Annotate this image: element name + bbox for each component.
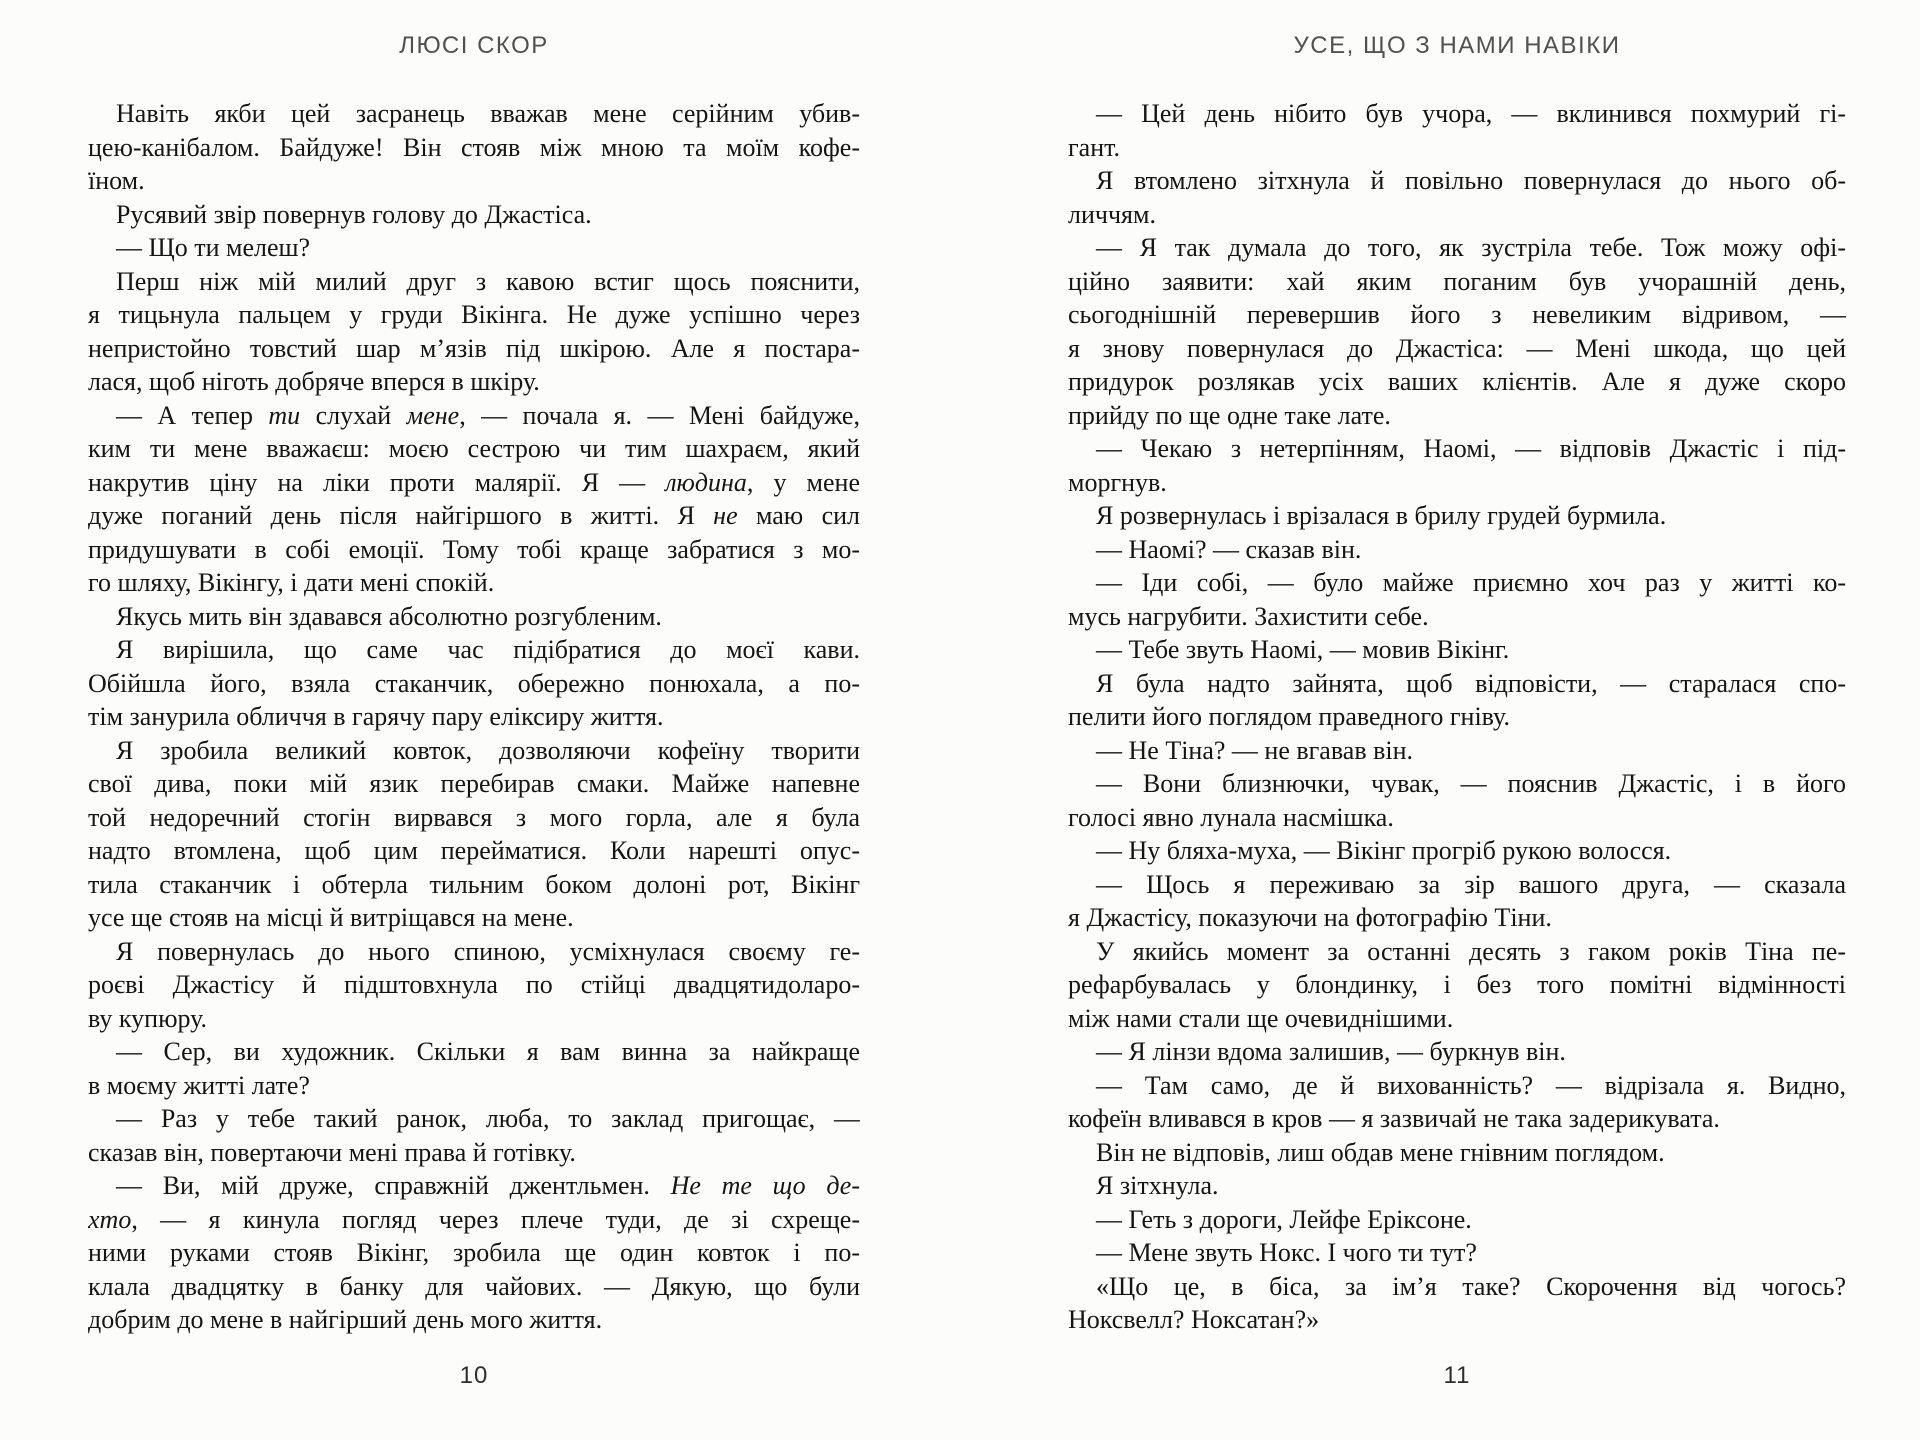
text-line: хто, — я кинула погляд через плече туди, де зі схреще- [88, 1204, 860, 1234]
text-line: — Я лінзи вдома залишив, — буркнув він. [1096, 1037, 1566, 1066]
text-line: гант. [1068, 132, 1121, 162]
text-line: ву купюру. [88, 1003, 208, 1033]
text-line: клала двадцятку в банку для чайових. — Дякую, що були [88, 1271, 860, 1301]
text-line: — Раз у тебе такий ранок, люба, то заклад пригощає, — [116, 1104, 860, 1133]
text-line: — Ви, мій друже, справжній джентльмен. Не те що де- [116, 1171, 860, 1200]
text-line: — Наомі? — сказав він. [1096, 534, 1362, 564]
text-line: цею-канібалом. Байдуже! Він стояв між мною та моїм кофе- [88, 132, 860, 162]
right-page-number: 11 [1443, 1362, 1471, 1389]
text-line: кофеїн вливався в кров — я зазвичай не така задерикувата. [1068, 1104, 1720, 1133]
text-line: між нами стали ще очевиднішими. [1068, 1003, 1454, 1033]
text-line: сказав він, повертаючи мені права й готівку. [88, 1137, 576, 1167]
right-running-header: УСЕ, ЩО З НАМИ НАВІКИ [1293, 32, 1621, 59]
text-line: надто втомлена, щоб цим перейматися. Коли нарешті опус- [88, 836, 860, 865]
text-line: Перш ніж мій милий друг з кавою встиг щось пояснити, [116, 266, 860, 296]
text-line: прийду по ще одне таке лате. [1068, 400, 1391, 430]
text-line: тім занурила обличчя в гарячу пару еліксиру життя. [88, 702, 664, 731]
text-line: придурок розлякав усіх ваших клієнтів. Але я дуже скоро [1068, 367, 1846, 396]
text-line: накрутив ціну на ліки проти малярії. Я — людина, у мене [88, 467, 860, 497]
text-line: — Чекаю з нетерпінням, Наомі, — відповів Джастіс і під- [1096, 434, 1846, 463]
text-line: Якусь мить він здавався абсолютно розгубленим. [116, 601, 662, 631]
text-line: свої дива, поки мій язик перебирав смаки. Майже напевне [88, 769, 860, 798]
text-line: непристойно товстий шар м’язів під шкірою. Але я постара- [88, 333, 860, 363]
text-line: Я розвернулась і врізалася в брилу грудей бурмила. [1096, 501, 1667, 530]
text-line: я тицьнула пальцем у груди Вікінга. Не дуже успішно через [88, 300, 860, 329]
left-running-header: ЛЮСІ СКОР [399, 32, 549, 59]
left-page [88, 0, 860, 1440]
text-line: Я вирішила, що саме час підібратися до моєї кави. [116, 635, 860, 664]
text-line: голосі явно лунала насмішка. [1068, 802, 1394, 832]
text-line: — Вони близнючки, чувак, — пояснив Джастіс, і в його [1096, 769, 1846, 798]
text-line: Обійшла його, взяла стаканчик, обережно понюхала, а по- [88, 668, 860, 698]
text-line: Я зробила великий ковток, дозволяючи кофеїну творити [116, 735, 860, 765]
text-line: — Ну бляха-муха, — Вікінг прогріб рукою волосся. [1096, 836, 1672, 865]
text-line: Ноксвелл? Ноксатан?» [1068, 1305, 1320, 1334]
text-line: тила стаканчик і обтерла тильним боком долоні рот, Вікінг [88, 869, 860, 899]
left-page-number: 10 [459, 1362, 489, 1389]
text-line: моргнув. [1068, 467, 1167, 497]
text-line: Навіть якби цей засранець вважав мене серійним убив- [116, 99, 860, 128]
text-line: я Джастісу, показуючи на фотографію Тіни. [1068, 903, 1552, 932]
text-line: — Не Тіна? — не вгавав він. [1096, 735, 1414, 765]
text-line: дуже поганий день після найгіршого в житті. Я не маю сил [88, 501, 860, 530]
text-line: ними руками стояв Вікінг, зробила ще один ковток і по- [88, 1238, 860, 1267]
text-line: — Геть з дороги, Лейфе Еріксоне. [1096, 1204, 1472, 1234]
text-line: — Що ти мелеш? [116, 233, 311, 262]
left-page-text [88, 97, 860, 1337]
text-line: ційно заявити: хай яким поганим був учорашній день, [1068, 266, 1846, 296]
text-line: У якийсь момент за останні десять з гаком років Тіна пе- [1096, 936, 1846, 966]
text-line: в моєму житті лате? [88, 1070, 310, 1100]
text-line: ким ти мене вважаєш: моєю сестрою чи тим шахраєм, який [88, 434, 860, 463]
text-line: сьогоднішній перевершив його з невеликим відривом, — [1068, 300, 1846, 329]
text-line: я знову повернулася до Джастіса: — Мені шкода, що цей [1068, 333, 1846, 363]
text-line: добрим до мене в найгірший день мого життя. [88, 1305, 603, 1334]
text-line: рефарбувалась у блондинку, і без того помітні відмінності [1068, 970, 1846, 999]
text-line: — А тепер ти слухай мене, — почала я. — Мені байдуже, [116, 400, 860, 430]
text-line: Я була надто зайнята, щоб відповісти, — старалася спо- [1096, 668, 1846, 698]
text-line: — Я так думала до того, як зустріла тебе. Тож можу офі- [1096, 233, 1846, 262]
text-line: Я зітхнула. [1096, 1171, 1219, 1200]
text-line: Він не відповів, лиш обдав мене гнівним поглядом. [1096, 1137, 1665, 1167]
text-line: Я повернулась до нього спиною, усміхнулася своєму ге- [116, 936, 860, 966]
text-line: — Сер, ви художник. Скільки я вам винна за найкраще [116, 1037, 860, 1066]
text-line: — Там само, де й вихованність? — відрізала я. Видно, [1096, 1070, 1846, 1100]
right-page [1068, 0, 1846, 1440]
right-page-text [1068, 97, 1846, 1337]
text-line: го шляху, Вікінгу, і дати мені спокій. [88, 568, 495, 597]
text-line: лася, щоб ніготь добряче вперся в шкіру. [88, 367, 540, 396]
text-line: їном. [88, 166, 145, 195]
text-line: личчям. [1068, 199, 1156, 229]
text-line: придушувати в собі емоції. Тому тобі краще забратися з мо- [88, 534, 860, 564]
text-line: Русявий звір повернув голову до Джастіса. [116, 199, 592, 229]
text-line: — Тебе звуть Наомі, — мовив Вікінг. [1096, 635, 1510, 664]
text-line: мусь нагрубити. Захистити себе. [1068, 601, 1429, 631]
text-line: — Щось я переживаю за зір вашого друга, — сказала [1096, 869, 1846, 899]
text-line: роєві Джастісу й підштовхнула по стійці двадцятидоларо- [88, 970, 860, 999]
text-line: — Цей день нібито був учора, — вклинився похмурий гі- [1096, 99, 1846, 128]
text-line: усе ще стояв на місці й витріщався на мене. [88, 903, 574, 932]
text-line: — Іди собі, — було майже приємно хоч раз у житті ко- [1096, 568, 1846, 597]
text-line: Я втомлено зітхнула й повільно повернулася до нього об- [1096, 166, 1846, 195]
text-line: «Що це, в біса, за ім’я таке? Скорочення від чогось? [1096, 1271, 1846, 1301]
text-line: пелити його поглядом праведного гніву. [1068, 702, 1510, 731]
text-line: — Мене звуть Нокс. І чого ти тут? [1096, 1238, 1477, 1267]
text-line: той недоречний стогін вирвався з мого горла, але я була [88, 802, 860, 832]
